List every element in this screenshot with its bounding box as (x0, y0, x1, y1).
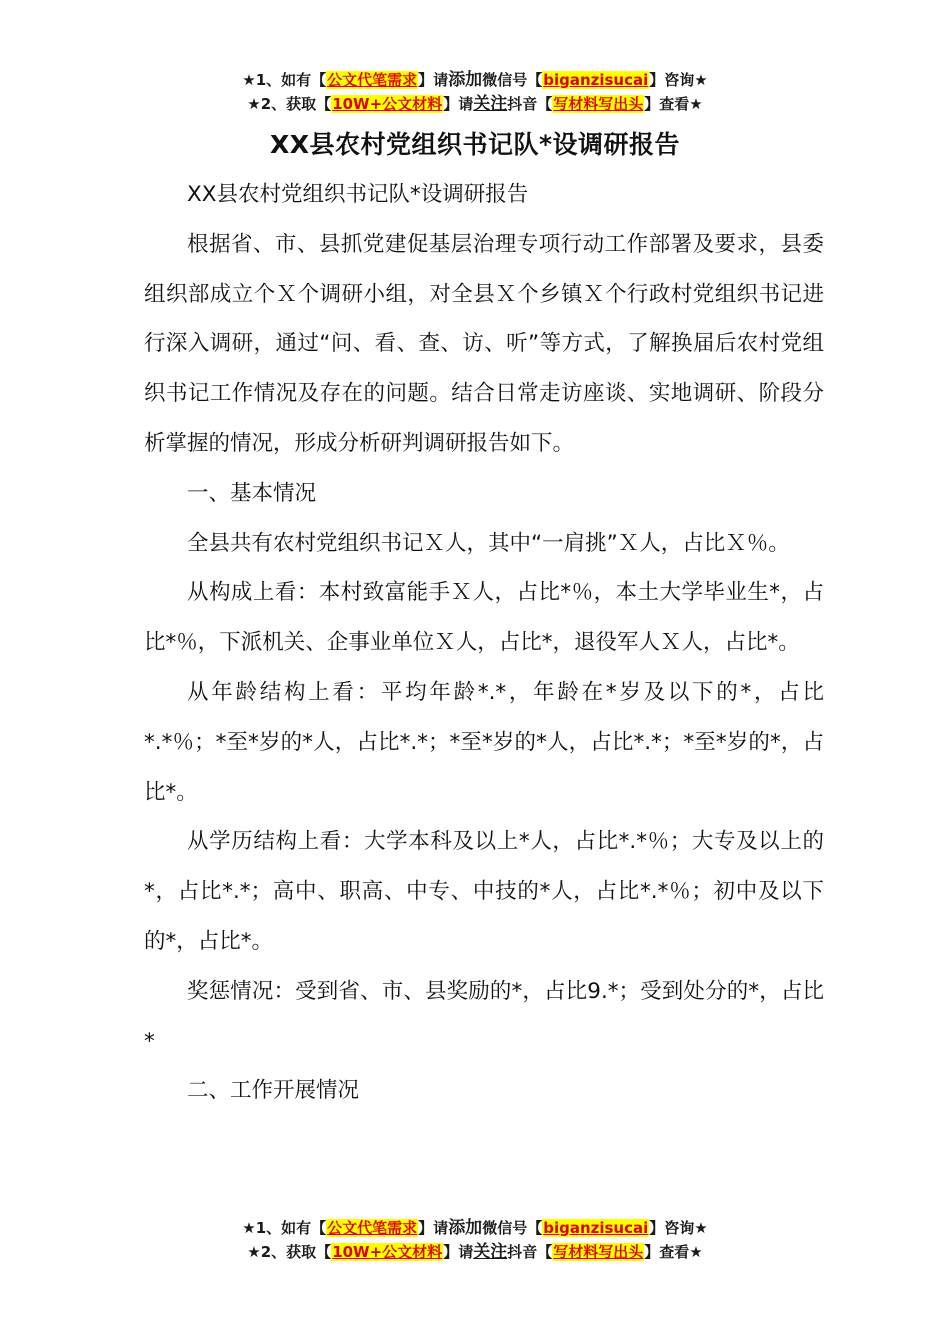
promo-text: 】请 (443, 95, 474, 113)
body-paragraph: 全县共有农村党组织书记Ｘ人，其中“一肩挑”Ｘ人，占比Ｘ％。 (187, 530, 790, 556)
promo-line-1 (0, 68, 950, 92)
promo-emphasis: 关注 (473, 1242, 508, 1262)
promo-highlight: 写材料写出头 (553, 95, 644, 113)
footer-promo-banner (0, 1216, 950, 1264)
document-title: XX县农村党组织书记队*设调研报告 (269, 130, 681, 159)
body-paragraph: XX县农村党组织书记队*设调研报告 (187, 182, 529, 207)
promo-text: ★2、获取【 (247, 95, 332, 113)
promo-text: 】请 (418, 71, 449, 89)
promo-line-2 (0, 1240, 950, 1264)
body-paragraph: 根据省、市、县抓党建促基层治理专项行动工作部署及要求，县委组织部成立个Ｘ个调研小组，对全县Ｘ个乡镇Ｘ个行政村党组织书记进行深入调研，通过“问、看、查、访、听”等方式，了解换届后农村党组织书记工作情况及存在的问题。结合日常走访座谈、实地调研、阶段分析掌握的情况，形成分析研判调研报告如下。 (144, 231, 824, 456)
promo-text: 】查看★ (644, 1243, 703, 1261)
header-promo-banner (0, 68, 950, 116)
promo-highlight: biganzisucai (543, 1219, 649, 1237)
body-paragraph: 从年龄结构上看：平均年龄*.*，年龄在*岁及以下的*，占比*.*％；*至*岁的*人，占比*.*；*至*岁的*人，占比*.*；*至*岁的*，占比*。 (144, 679, 824, 805)
promo-text: 】请 (443, 1243, 474, 1261)
promo-highlight: biganzisucai (543, 71, 649, 89)
promo-emphasis: 关注 (473, 94, 508, 114)
promo-highlight: 公文代笔需求 (327, 1219, 418, 1237)
section-heading: 一、基本情况 (187, 480, 317, 506)
promo-line-1 (0, 1216, 950, 1240)
promo-text: ★1、如有【 (242, 71, 327, 89)
promo-highlight: 公文代笔需求 (327, 71, 418, 89)
promo-text: 抖音【 (507, 95, 553, 113)
promo-text: 】查看★ (644, 95, 703, 113)
promo-highlight: 10W+公文材料 (332, 95, 443, 113)
promo-highlight: 写材料写出头 (553, 1243, 644, 1261)
promo-highlight: 10W+公文材料 (332, 1243, 443, 1261)
promo-text: ★2、获取【 (247, 1243, 332, 1261)
promo-emphasis: 添加 (448, 1218, 483, 1238)
document-body (144, 170, 824, 1116)
body-paragraph: 奖惩情况：受到省、市、县奖励的*，占比9.*；受到处分的*，占比* (144, 978, 824, 1054)
body-paragraph: 从学历结构上看：大学本科及以上*人，占比*.*％；大专及以上的*，占比*.*；高中、职高、中专、中技的*人，占比*.*％；初中及以下的*，占比*。 (144, 829, 824, 954)
promo-text: 】咨询★ (649, 71, 708, 89)
promo-text: 微信号【 (482, 1219, 543, 1237)
promo-text: 】咨询★ (649, 1219, 708, 1237)
promo-text: ★1、如有【 (242, 1219, 327, 1237)
promo-text: 抖音【 (507, 1243, 553, 1261)
promo-emphasis: 添加 (448, 70, 483, 90)
promo-text: 】请 (418, 1219, 449, 1237)
body-paragraph: 从构成上看：本村致富能手Ｘ人，占比*％，本土大学毕业生*，占比*％，下派机关、企事业单位Ｘ人，占比*，退役军人Ｘ人，占比*。 (144, 580, 824, 656)
section-heading: 二、工作开展情况 (187, 1078, 360, 1104)
promo-line-2 (0, 92, 950, 116)
promo-text: 微信号【 (482, 71, 543, 89)
